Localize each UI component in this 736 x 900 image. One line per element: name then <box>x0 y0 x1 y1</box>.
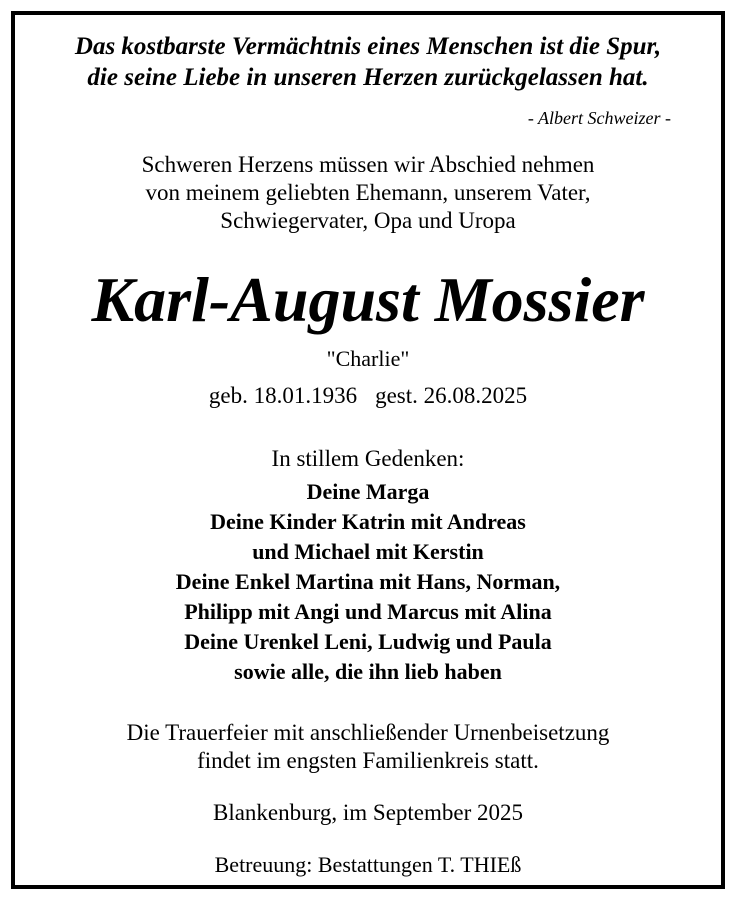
family-line: sowie alle, die ihn lieb haben <box>234 659 502 684</box>
quote-author: - Albert Schweizer - <box>527 108 671 128</box>
quote-line-1: Das kostbarste Vermächtnis eines Menschen ist die Spur, <box>74 33 662 60</box>
family-line: Deine Enkel Martina mit Hans, Norman, <box>175 569 561 594</box>
family-line: Deine Kinder Katrin mit Andreas <box>210 509 526 534</box>
birth-date: geb. 18.01.1936 <box>208 383 358 408</box>
intro-line-3: Schwiegervater, Opa und Uropa <box>220 208 516 233</box>
obituary-frame <box>11 11 725 889</box>
family-line: Deine Marga <box>306 479 430 504</box>
intro-line-2: von meinem geliebten Ehemann, unserem Vater, <box>145 180 591 205</box>
intro-line-1: Schweren Herzens müssen wir Abschied nehmen <box>141 152 595 177</box>
deceased-name: Karl-August Mossier <box>91 264 645 335</box>
deceased-nickname: "Charlie" <box>326 346 410 371</box>
family-line: Philipp mit Angi und Marcus mit Alina <box>184 599 552 624</box>
quote-line-2: die seine Liebe in unseren Herzen zurückgelassen hat. <box>87 64 649 91</box>
family-line: Deine Urenkel Leni, Ludwig und Paula <box>184 629 552 654</box>
service-line-2: findet im engsten Familienkreis statt. <box>197 748 539 773</box>
funeral-care: Betreuung: Bestattungen T. THIEß <box>214 852 522 877</box>
place-date: Blankenburg, im September 2025 <box>212 800 524 825</box>
memory-heading: In stillem Gedenken: <box>271 446 465 471</box>
death-date: gest. 26.08.2025 <box>375 383 528 408</box>
life-dates <box>15 382 721 410</box>
service-line-1: Die Trauerfeier mit anschließender Urnenbeisetzung <box>126 720 610 745</box>
family-line: und Michael mit Kerstin <box>252 539 484 564</box>
